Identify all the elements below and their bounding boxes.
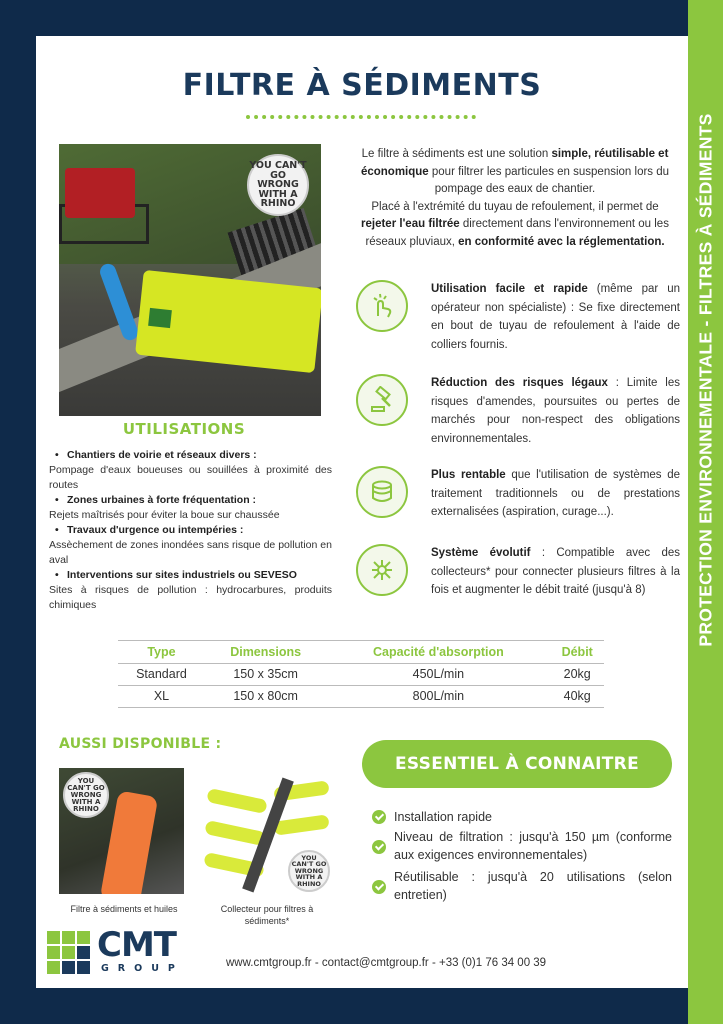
list-item-desc: Pompage d'eaux boueuses ou souillées à proximité des routes bbox=[49, 464, 332, 491]
hand-tap-icon bbox=[356, 280, 408, 332]
list-item-desc: Rejets maîtrisés pour éviter la boue sur chaussée bbox=[49, 509, 280, 521]
table-cell: 20kg bbox=[550, 664, 604, 686]
title-dotted-divider bbox=[246, 115, 476, 119]
check-icon bbox=[372, 840, 386, 854]
table-cell: XL bbox=[118, 686, 205, 708]
essentiel-title: ESSENTIEL À CONNAITRE bbox=[362, 740, 672, 788]
spec-table bbox=[118, 640, 604, 708]
intro-text: Le filtre à sédiments est une solution simple, réutilisable et économique pour filtrer les particules en suspension lors du pompage des eaux de chantier. Placé à l'extrémité du tuyau de refoulement, il permet de rejeter l'eau filtrée directement dans l'environnement ou les réseaux pluviaux, en conformité avec la réglementation. bbox=[360, 148, 670, 248]
list-item-head: • Interventions sur sites industriels ou SEVESO bbox=[49, 568, 332, 583]
collector-photo bbox=[202, 776, 332, 894]
list-item-head: • Travaux d'urgence ou intempéries : bbox=[49, 523, 332, 538]
document-page: FILTRE À SÉDIMENTS YOU CAN'T GO WRONG WITH A RHINO Le filtre à sédiments est une solution simple, réutilisable et économique pour filtrer les particules en suspension lors du pompage des eaux de chantier. Placé à l'extrémité du tuyau de refoulement, il permet de rejeter l'eau filtrée directement dans l'environnement ou les réseaux pluviaux, en conformité avec la réglementation. Utilisation facile et rapide (même par un opérateur non spécialiste) : Se fixe directement en bout de tuyau de refoulement à l'aide de colliers fournis. Réduction des risques légaux : Limite les risques d'amendes, poursuites ou pertes de marchés pour non-respect des obligations environnementales. Plus rentable que l'utilisation de systèmes de traitement traditionnels ou de prestations externalisées (aspiration, curage...). Système évolutif : Compatible avec des collecteurs* pour connecter plusieurs filtres à la fois et augmenter le débit traité (jusqu'à 8) UTILISATIONS • Chantiers de voirie et réseaux divers : Pompage d'eaux boueuses ou souillées à proximité des routes • Zones urbaines à forte fréquentation : Rejets maîtrisés pour éviter la boue sur chaussée • Travaux d'urgence ou intempéries : Assèchement de zones inondées sans risque de pollution en aval • Interventions sur sites industriels ou SEVESO Sites à risques de pollution : hydrocarbures, produits chimiques Type Dimensions Capacité d'absorption Débit Standard 150 x 35cm 450L/min 20kg XL 150 x 80cm 800L/min 40kg AUSSI DISPONIBLE : YOU CAN'T GO WRONG WITH A RHINO Filtre à sédiments et huiles YOU CAN'T GO WRONG WITH A RHINO Collecteur pour filtres à sédiments* ESSENTIEL À CONNAITRE Installation rapide Niveau de filtration : jusqu'à 150 µm (conforme aux exigences environnementales) Réutilisable : jusqu'à 20 utilisations (selon entretien) CMT GROUP www.cmtgroup.fr - contact@cmtgroup.fr - +33 (0)1 76 34 00 39 bbox=[36, 36, 688, 988]
page-title: FILTRE À SÉDIMENTS bbox=[182, 68, 542, 103]
column-header: Type bbox=[118, 641, 205, 664]
rhino-badge-small: YOU CAN'T GO WRONG WITH A RHINO bbox=[288, 850, 330, 892]
list-item-desc: Sites à risques de pollution : hydrocarbures, produits chimiques bbox=[49, 584, 332, 611]
rhino-badge-small: YOU CAN'T GO WRONG WITH A RHINO bbox=[63, 772, 109, 818]
table-header-row bbox=[118, 641, 604, 664]
table-cell: 150 x 80cm bbox=[205, 686, 326, 708]
table-row bbox=[118, 686, 604, 708]
aussi-disponible-title: AUSSI DISPONIBLE : bbox=[59, 736, 222, 752]
list-item-head: • Chantiers de voirie et réseaux divers : bbox=[49, 448, 332, 463]
network-icon bbox=[356, 544, 408, 596]
list-item-desc: Assèchement de zones inondées sans risque de pollution en aval bbox=[49, 539, 332, 566]
essentiel-item: Installation rapide bbox=[372, 808, 672, 826]
essentiel-item: Réutilisable : jusqu'à 20 utilisations (selon entretien) bbox=[372, 868, 672, 904]
gavel-icon bbox=[356, 374, 408, 426]
caption-collector: Collecteur pour filtres à sédiments* bbox=[220, 904, 314, 926]
table-row bbox=[118, 664, 604, 686]
table-cell: 40kg bbox=[550, 686, 604, 708]
column-header: Dimensions bbox=[205, 641, 326, 664]
check-icon bbox=[372, 880, 386, 894]
utilisations-title: UTILISATIONS bbox=[122, 420, 246, 438]
coins-icon bbox=[356, 466, 408, 518]
side-banner-text: PROTECTION ENVIRONNEMENTALE - FILTRES À SÉDIMENTS bbox=[695, 113, 716, 647]
column-header: Débit bbox=[550, 641, 604, 664]
table-cell: 450L/min bbox=[326, 664, 550, 686]
table-cell: 150 x 35cm bbox=[205, 664, 326, 686]
essentiel-item: Niveau de filtration : jusqu'à 150 µm (conforme aux exigences environnementales) bbox=[372, 828, 672, 864]
utilisations-list bbox=[49, 448, 332, 613]
sediment-oil-filter-photo bbox=[59, 768, 184, 894]
list-item-head: • Zones urbaines à forte fréquentation : bbox=[49, 493, 332, 508]
check-icon bbox=[372, 810, 386, 824]
column-header: Capacité d'absorption bbox=[326, 641, 550, 664]
rhino-badge: YOU CAN'T GO WRONG WITH A RHINO bbox=[247, 154, 309, 216]
caption-sediment-oil-filter: Filtre à sédiments et huiles bbox=[70, 904, 178, 914]
table-cell: Standard bbox=[118, 664, 205, 686]
product-photo bbox=[59, 144, 321, 416]
footer-contact: www.cmtgroup.fr - contact@cmtgroup.fr - +33 (0)1 76 34 00 39 bbox=[226, 957, 547, 969]
table-cell: 800L/min bbox=[326, 686, 550, 708]
